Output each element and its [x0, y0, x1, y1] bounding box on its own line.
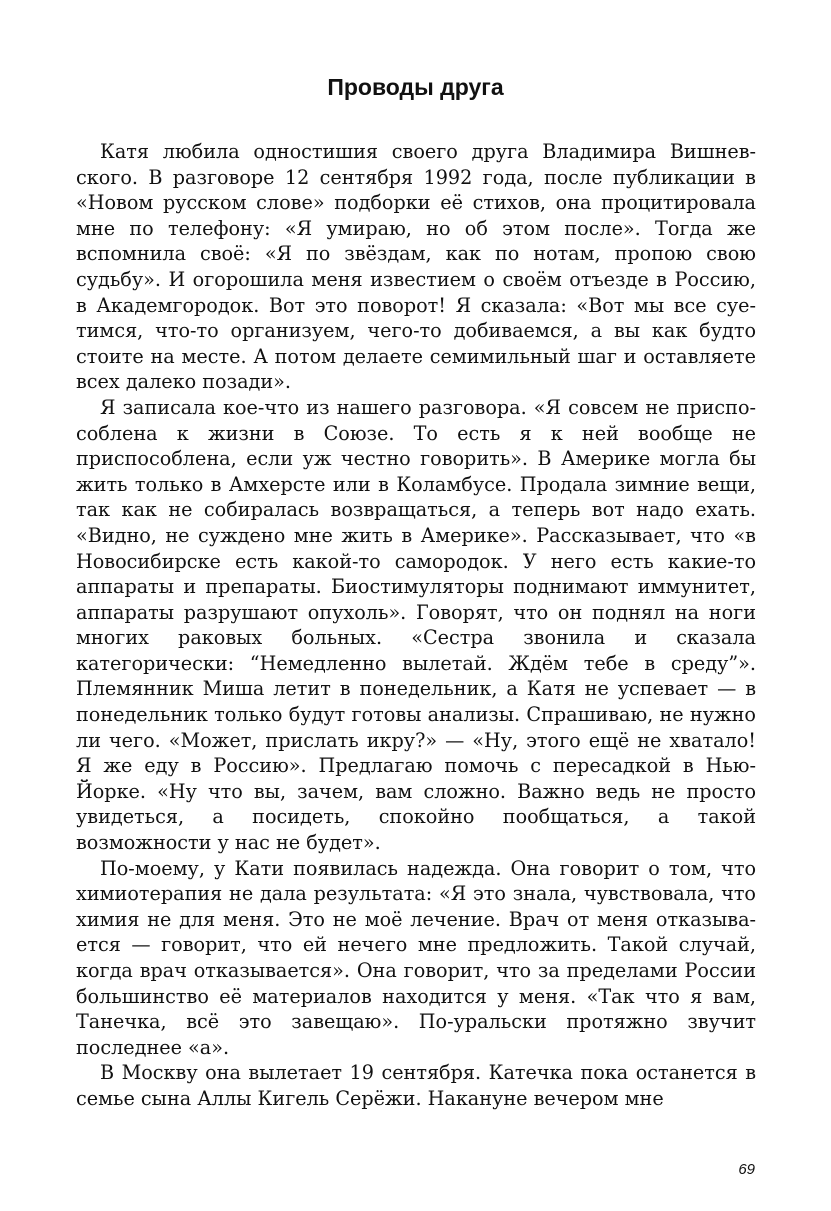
- body-text: [76, 139, 756, 1112]
- paragraph: По-моему, у Кати появилась надежда. Она говорит о том, что химиотерапия не дала результата: «Я это знала, чувствовала, что химия не для меня. Это не моё лечение. Врач от меня отказывается — говорит, что ей нечего мне предложить. Такой случай, когда врач отказывается». Она говорит, что за пределами России большинство её материалов находится у меня. «Так что я вам, Танечка, всё это завещаю». По-уральски протяжно звучит последнее «а».: [76, 856, 756, 1059]
- paragraph: В Москву она вылетает 19 сентября. Катечка пока останется в семье сына Аллы Кигель Серёжи. Накануне вечером мне: [76, 1061, 756, 1110]
- paragraph: Я записала кое-что из нашего разговора. «Я совсем не приспособлена к жизни в Союзе. То есть я к ней вообще не приспособлена, если уж честно говорить». В Америке могла бы жить только в Амхерсте или в Коламбусе. Продала зимние вещи, так как не собиралась возвращаться, а теперь вот надо ехать. «Видно, не суждено мне жить в Америке». Рассказывает, что «в Новосибирске есть какой-то самородок. У него есть какие-то аппараты и препараты. Биостимуляторы поднимают иммунитет, аппараты разрушают опухоль». Говорят, что он поднял на ноги многих раковых больных. «Сестра звонила и сказала категорически: “Немедленно вылетай. Ждём тебе в среду”». Племянник Миша летит в понедельник, а Катя не успевает — в понедельник только будут готовы анализы. Спрашиваю, не нужно ли чего. «Может, прислать икру?» — «Ну, этого ещё не хватало! Я же еду в Россию». Предлагаю помочь с пересадкой в Нью-Йорке. «Ну что вы, зачем, вам сложно. Важно ведь не просто увидеться, а посидеть, спокойно пообщаться, а такой возможности у нас не будет».: [76, 395, 756, 855]
- chapter-title: Проводы друга: [327, 74, 504, 100]
- page-number: 69: [738, 1161, 755, 1178]
- paragraph: Катя любила одностишия своего друга Владимира Вишневского. В разговоре 12 сентября 1992 года, после публикации в «Новом русском слове» подборки её стихов, она процитировала мне по телефону: «Я умираю, но об этом после». Тогда же вспомнила своё: «Я по звёздам, как по нотам, пропою свою судьбу». И огорошила меня известием о своём отъезде в Россию, в Академгородок. Вот это поворот! Я сказала: «Вот мы все суетимся, что-то организуем, чего-то добиваемся, а вы как будто стоите на месте. А потом делаете семимильный шаг и оставляете всех далеко позади».: [76, 140, 756, 394]
